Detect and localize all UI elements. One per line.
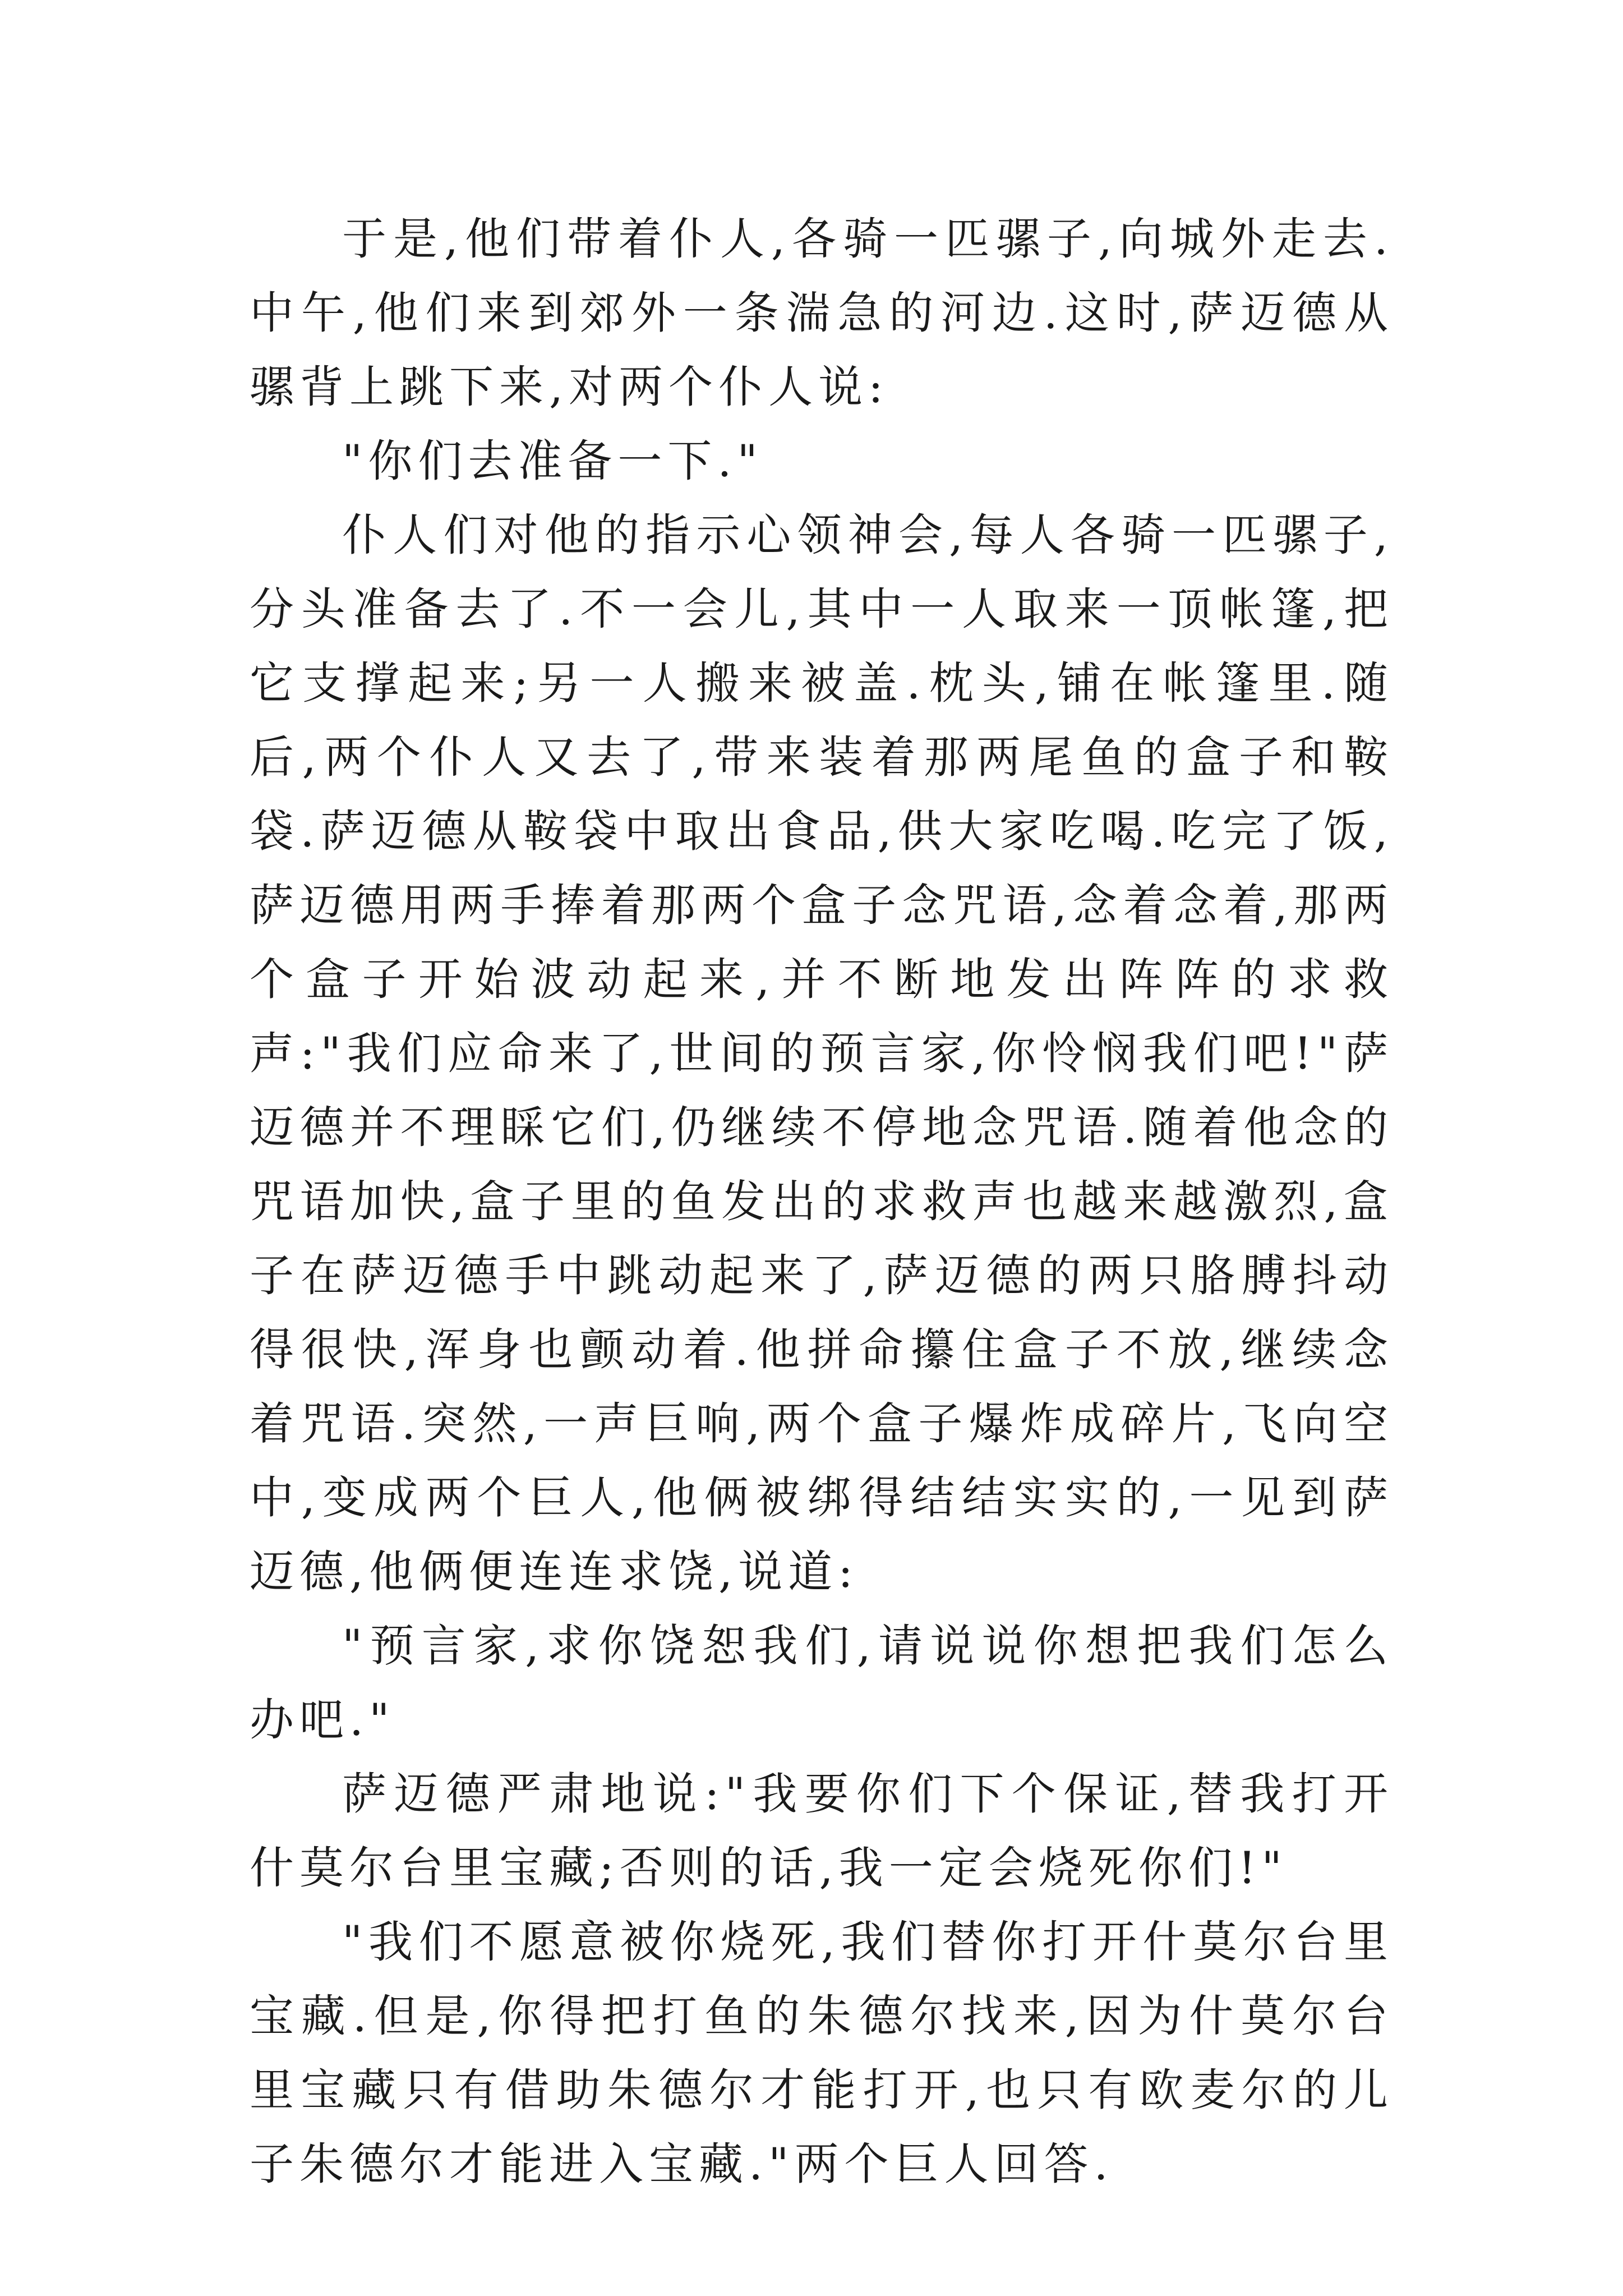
paragraph-5: 萨迈德严肃地说:"我要你们下个保证,替我打开什莫尔台里宝藏;否则的话,我一定会烧死你们!" [250,1768,1394,1894]
paragraph-6: "我们不愿意被你烧死,我们替你打开什莫尔台里宝藏.但是,你得把打鱼的朱德尔找来,因为什莫尔台里宝藏只有借助朱德尔才能打开,也只有欧麦尔的儿子朱德尔才能进入宝藏."两个巨人回答. [250,1916,1394,2190]
paragraph-1: 于是,他们带着仆人,各骑一匹骡子,向城外走去.中午,他们来到郊外一条湍急的河边.这时,萨迈德从骡背上跳下来,对两个仆人说: [250,213,1394,413]
document-body [250,202,1394,2201]
paragraph-3: 仆人们对他的指示心领神会,每人各骑一匹骡子,分头准备去了.不一会儿,其中一人取来一顶帐篷,把它支撑起来;另一人搬来被盖.枕头,铺在帐篷里.随后,两个仆人又去了,带来装着那两尾鱼的盒子和鞍袋.萨迈德从鞍袋中取出食品,供大家吃喝.吃完了饭,萨迈德用两手捧着那两个盒子念咒语,念着念着,那两个盒子开始波动起来,并不断地发出阵阵的求救声:"我们应命来了,世间的预言家,你怜悯我们吧!"萨迈德并不理睬它们,仍继续不停地念咒语.随着他念的咒语加快,盒子里的鱼发出的求救声也越来越激烈,盒子在萨迈德手中跳动起来了,萨迈德的两只胳膊抖动得很快,浑身也颤动着.他拼命攥住盒子不放,继续念着咒语.突然,一声巨响,两个盒子爆炸成碎片,飞向空中,变成两个巨人,他俩被绑得结结实实的,一见到萨迈德,他俩便连连求饶,说道: [250,509,1394,1598]
paragraph-2: "你们去准备一下." [342,435,763,487]
paragraph-4: "预言家,求你饶恕我们,请说说你想把我们怎么办吧." [250,1620,1394,1746]
